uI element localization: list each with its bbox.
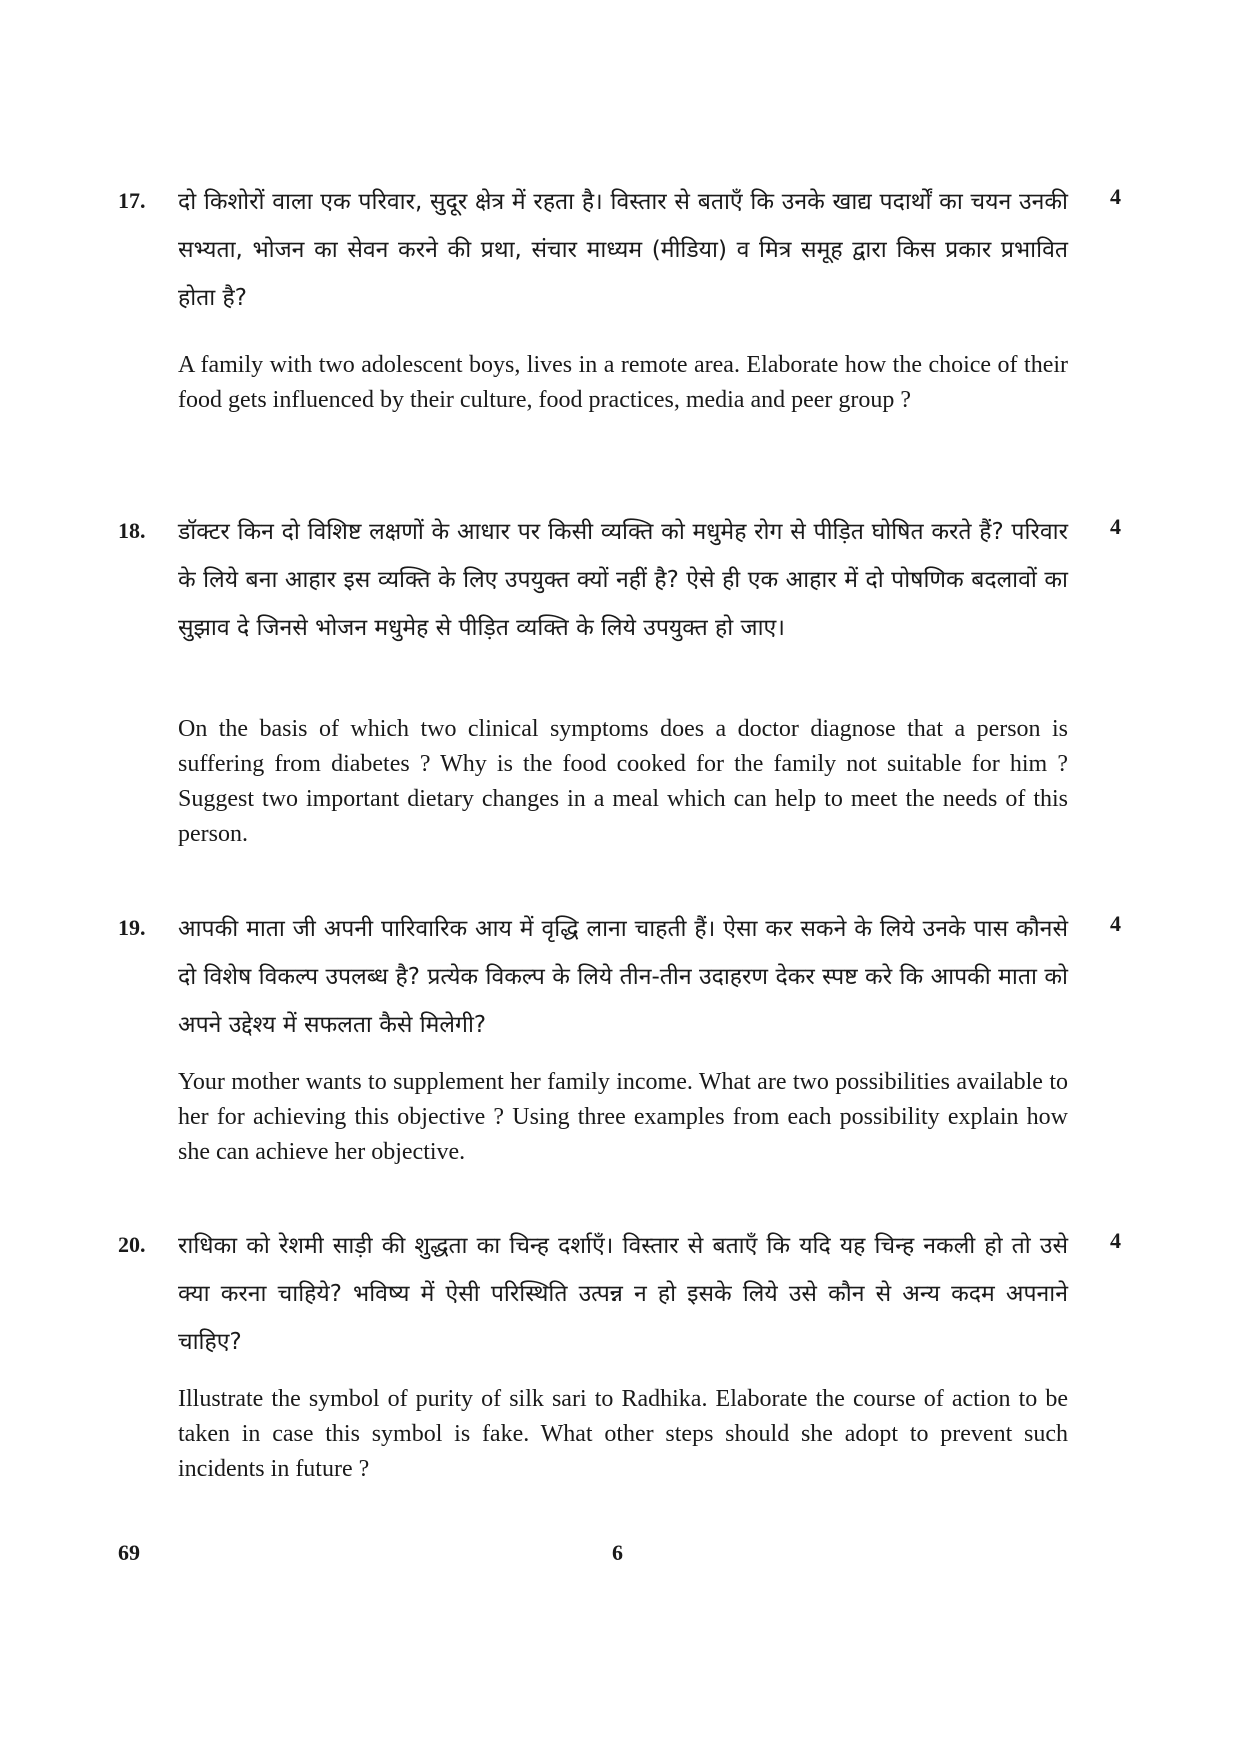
page-number: 6 xyxy=(612,1540,623,1565)
question-marks: 4 xyxy=(1110,514,1121,539)
question-marks: 4 xyxy=(1110,1228,1121,1253)
question-text-hindi: दो किशोरों वाला एक परिवार, सुदूर क्षेत्र में रहता है। विस्तार से बताएँ कि उनके खाद्य पदार्थों का चयन उनकी सभ्यता, भोजन का सेवन करने की प्रथा, संचार माध्यम (मीडिया) व मित्र समूह द्वारा किस प्रकार प्रभावित होता है? xyxy=(178,189,1068,311)
question-text-english: A family with two adolescent boys, lives in a remote area. Elaborate how the choice of their food gets influenced by their culture, food practices, media and peer group ? xyxy=(178,352,1068,413)
question-text-english: On the basis of which two clinical symptoms does a doctor diagnose that a person is suffering from diabetes ? Why is the food cooked for the family not suitable for him ? Suggest two important dietary changes in a meal which can help to meet the needs of this person. xyxy=(178,716,1068,847)
question-text-hindi: आपकी माता जी अपनी पारिवारिक आय में वृद्धि लाना चाहती हैं। ऐसा कर सकने के लिये उनके पास कौनसे दो विशेष विकल्प उपलब्ध है? प्रत्येक विकल्प के लिये तीन-तीन उदाहरण देकर स्पष्ट करे कि आपकी माता को अपने उद्देश्य में सफलता कैसे मिलेगी? xyxy=(178,916,1068,1038)
question-number: 17. xyxy=(118,188,146,213)
question-text-hindi: राधिका को रेशमी साड़ी की शुद्धता का चिन्ह दर्शाएँ। विस्तार से बताएँ कि यदि यह चिन्ह नकली हो तो उसे क्या करना चाहिये? भविष्य में ऐसी परिस्थिति उत्पन्न न हो इसके लिये उसे कौन से अन्य कदम अपनाने चाहिए? xyxy=(178,1233,1068,1355)
paper-code: 69 xyxy=(118,1540,140,1565)
question-number: 20. xyxy=(118,1232,146,1257)
question-marks: 4 xyxy=(1110,911,1121,936)
question-text-hindi: डॉक्टर किन दो विशिष्ट लक्षणों के आधार पर किसी व्यक्ति को मधुमेह रोग से पीड़ित घोषित करते हैं? परिवार के लिये बना आहार इस व्यक्ति के लिए उपयुक्त क्यों नहीं है? ऐसे ही एक आहार में दो पोषणिक बदलावों का सुझाव दे जिनसे भोजन मधुमेह से पीड़ित व्यक्ति के लिये उपयुक्त हो जाए। xyxy=(178,519,1068,641)
question-number: 18. xyxy=(118,518,146,543)
question-marks: 4 xyxy=(1110,184,1121,209)
question-text-english: Your mother wants to supplement her family income. What are two possibilities available to her for achieving this objective ? Using three examples from each possibility explain how she can achieve her objective. xyxy=(178,1069,1068,1165)
question-number: 19. xyxy=(118,915,146,940)
question-text-english: Illustrate the symbol of purity of silk sari to Radhika. Elaborate the course of action to be taken in case this symbol is fake. What other steps should she adopt to prevent such incidents in future ? xyxy=(178,1386,1068,1482)
